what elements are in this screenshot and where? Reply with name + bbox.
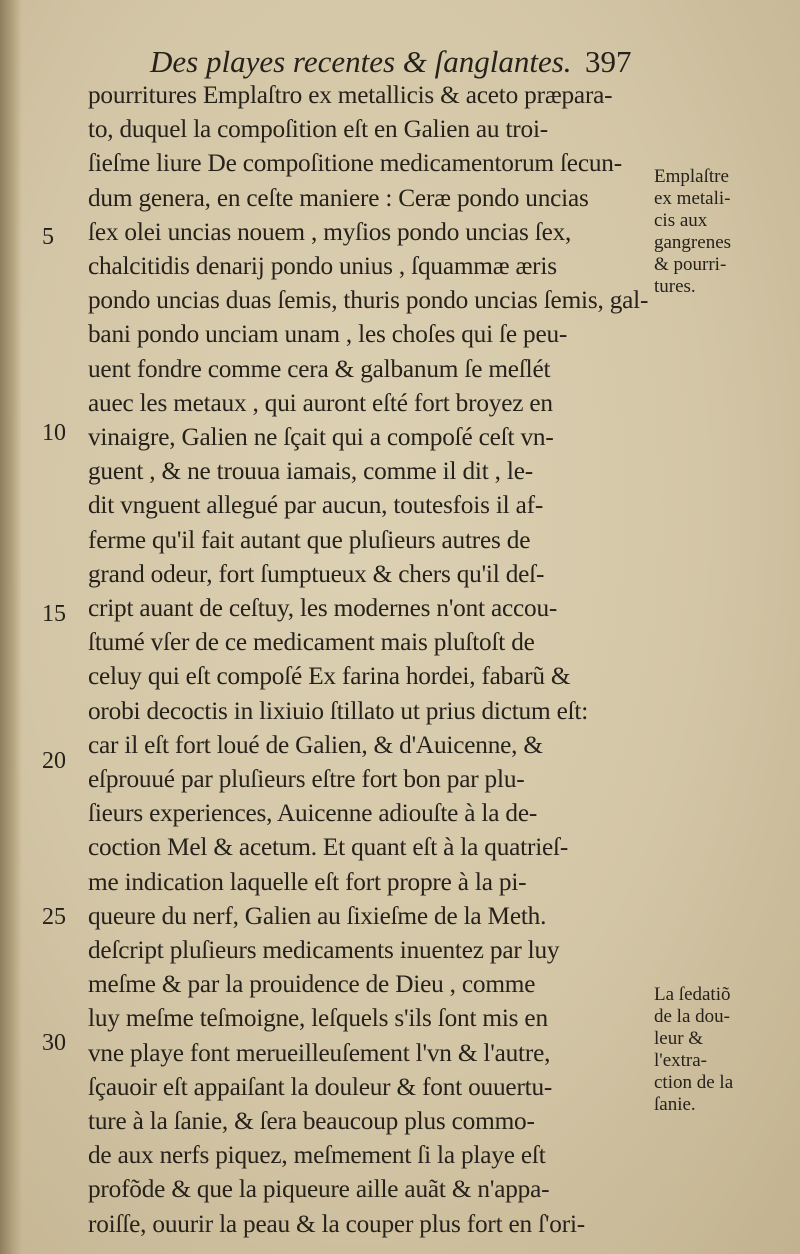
- text-line: ſtumé vſer de ce medicament mais pluſtoſt de: [88, 627, 535, 657]
- text-line: uent fondre comme cera & galbanum ſe meſlét: [88, 353, 551, 383]
- text-line: ſieurs experiences, Auicenne adiouſte à la de-: [88, 798, 538, 828]
- text-line: to, duquel la compoſition eſt en Galien au troi-: [88, 114, 548, 144]
- text-line: queure du nerf, Galien au ſixieſme de la Meth.: [88, 900, 547, 930]
- text-line: luy meſme teſmoigne, leſquels s'ils ſont mis en: [88, 1003, 548, 1033]
- line-number-15: 15: [42, 601, 66, 627]
- side-note-emplastre: [654, 166, 794, 298]
- text-line: vinaigre, Galien ne ſçait qui a compoſé ceſt vn-: [88, 422, 554, 451]
- text-line: chalcitidis denarij pondo unius , ſquammæ æris: [88, 251, 557, 280]
- text-line: dum genera, en ceſte maniere : Ceræ pondo uncias: [88, 182, 589, 212]
- text-line: ture à la ſanie, & ſera beaucoup plus commo-: [88, 1106, 535, 1135]
- text-line: pourritures Emplaſtro ex metallicis & aceto præpara-: [88, 80, 613, 109]
- side-note-line: Emplaſtre: [654, 166, 729, 187]
- side-note-line: leur &: [654, 1028, 704, 1049]
- text-line: orobi decoctis in lixiuio ſtillato ut prius dictum eſt:: [88, 695, 589, 725]
- running-head-title: Des playes recentes & ſanglantes.: [150, 44, 572, 79]
- text-line: meſme & par la prouidence de Dieu , comme: [88, 969, 536, 999]
- text-line: profõde & que la piqueure aille auãt & n'appa-: [88, 1174, 550, 1204]
- text-line: ſçauoir eſt appaiſant la douleur & font ouuertu-: [88, 1071, 553, 1101]
- text-line: car il eſt fort loué de Galien, & d'Auicenne, &: [88, 729, 543, 759]
- line-number-30: 30: [42, 1030, 66, 1056]
- text-line: grand odeur, fort ſumptueux & chers qu'il deſ-: [88, 558, 545, 588]
- text-line: guent , & ne trouua iamais, comme il dit , le-: [88, 456, 533, 486]
- text-line: cript auant de ceſtuy, les modernes n'ont accou-: [88, 593, 558, 622]
- text-line: eſprouué par pluſieurs eſtre fort bon par plu-: [88, 764, 525, 793]
- side-note-line: gangrenes: [654, 232, 732, 253]
- line-number-5: 5: [42, 224, 54, 250]
- text-line: pondo uncias duas ſemis, thuris pondo uncias ſemis, gal-: [88, 285, 649, 315]
- text-line: coction Mel & acetum. Et quant eſt à la quatrieſ-: [88, 832, 569, 862]
- line-number-10: 10: [42, 420, 66, 446]
- text-line: dit vnguent allegué par aucun, toutesfois il af-: [88, 490, 544, 520]
- text-line: ſex olei uncias nouem , myſios pondo uncias ſex,: [88, 216, 572, 246]
- side-note-line: ex metali-: [654, 188, 731, 209]
- side-note-line: cis aux: [654, 210, 708, 231]
- side-note-line: La ſedatiõ: [654, 984, 731, 1005]
- page-gutter-shadow: [0, 0, 22, 1254]
- side-note-line: ction de la: [654, 1072, 734, 1093]
- side-note-line: tures.: [654, 276, 696, 297]
- text-line: bani pondo unciam unam , les choſes qui ſe peu-: [88, 319, 568, 349]
- side-note-line: & pourri-: [654, 254, 727, 275]
- text-line: auec les metaux , qui auront eſté fort broyez en: [88, 387, 553, 417]
- text-line: deſcript pluſieurs medicaments inuentez par luy: [88, 935, 560, 964]
- text-line: celuy qui eſt compoſé Ex farina hordei, fabarũ &: [88, 661, 571, 691]
- page-number: 397: [585, 44, 632, 79]
- text-line: ferme qu'il fait autant que pluſieurs autres de: [88, 524, 531, 554]
- text-line: de aux nerfs piquez, meſmement ſi la playe eſt: [88, 1140, 546, 1170]
- line-number-20: 20: [42, 748, 66, 774]
- text-line: me indication laquelle eſt fort propre à la pi-: [88, 866, 527, 896]
- side-note-line: l'extra-: [654, 1050, 708, 1071]
- side-note-line: ſanie.: [654, 1094, 696, 1115]
- text-line: ſieſme liure De compoſitione medicamentorum ſecun-: [88, 148, 622, 178]
- line-number-25: 25: [42, 904, 66, 930]
- side-note-sedation: [654, 984, 794, 1116]
- text-line: vne playe font merueilleuſement l'vn & l'autre,: [88, 1037, 551, 1067]
- text-line: roiſſe, ouurir la peau & la couper plus fort en ſ'ori-: [88, 1208, 586, 1238]
- side-note-line: de la dou-: [654, 1006, 730, 1027]
